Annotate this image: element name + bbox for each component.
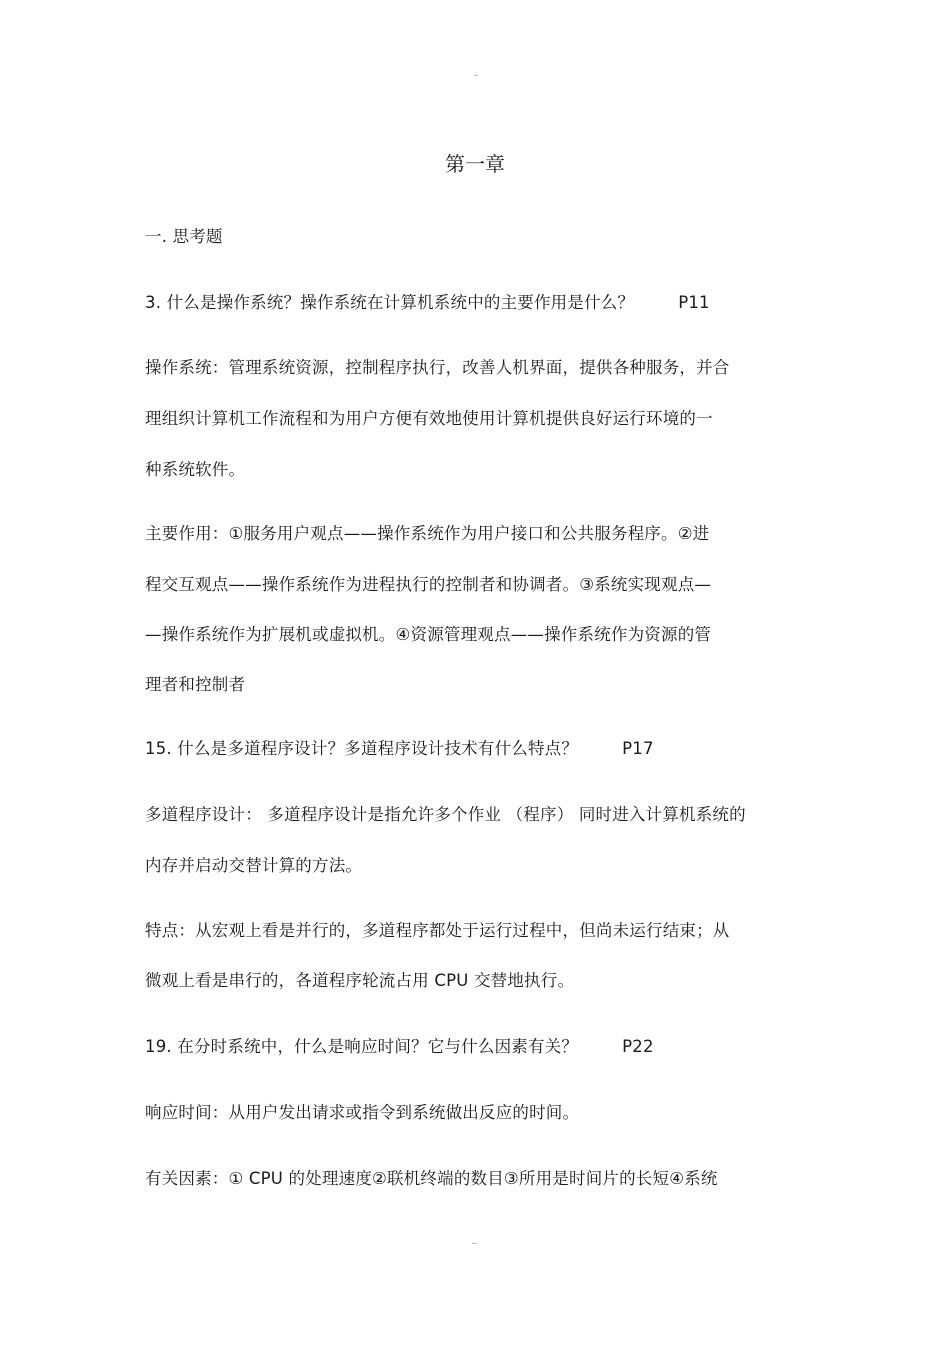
- q3-role-line: 理者和控制者: [145, 675, 246, 694]
- question-19: [145, 1036, 654, 1058]
- q3-definition-line: 理组织计算机工作流程和为用户方便有效地使用计算机提供良好运行环境的一: [145, 409, 713, 428]
- section-heading: 一. 思考题: [145, 227, 223, 246]
- q15-definition-line: 多道程序设计： 多道程序设计是指允许多个作业 （程序） 同时进入计算机系统的: [145, 805, 746, 824]
- question-15: [145, 738, 654, 760]
- q3-definition-line: 操作系统：管理系统资源，控制程序执行，改善人机界面，提供各种服务，并合: [145, 358, 730, 377]
- question-19-text: 19. 在分时系统中，什么是响应时间？它与什么因素有关？: [145, 1037, 579, 1056]
- q19-factor-line: 有关因素：① CPU 的处理速度②联机终端的数目③所用是时间片的长短④系统: [145, 1169, 718, 1188]
- question-3: [145, 292, 710, 314]
- question-19-page-ref: P22: [622, 1037, 654, 1056]
- q3-role-line: —操作系统作为扩展机或虚拟机。④资源管理观点——操作系统作为资源的管: [145, 625, 712, 644]
- page-top-mark: [474, 75, 478, 76]
- q3-role-line: 程交互观点——操作系统作为进程执行的控制者和协调者。③系统实现观点—: [145, 575, 712, 594]
- page-bottom-mark: [472, 1243, 477, 1244]
- q15-feature-line: 特点：从宏观上看是并行的，多道程序都处于运行过程中，但尚未运行结束；从: [145, 921, 730, 940]
- chapter-title: 第一章: [445, 152, 505, 176]
- question-15-page-ref: P17: [622, 739, 654, 758]
- question-15-text: 15. 什么是多道程序设计？多道程序设计技术有什么特点？: [145, 739, 579, 758]
- q3-definition-line: 种系统软件。: [145, 460, 246, 479]
- q3-role-line: 主要作用：①服务用户观点——操作系统作为用户接口和公共服务程序。②进: [145, 524, 710, 543]
- q19-response-line: 响应时间：从用户发出请求或指令到系统做出反应的时间。: [145, 1103, 580, 1122]
- q15-definition-line: 内存并启动交替计算的方法。: [145, 856, 363, 875]
- q15-feature-line: 微观上看是串行的，各道程序轮流占用 CPU 交替地执行。: [145, 971, 575, 990]
- question-3-text: 3. 什么是操作系统？操作系统在计算机系统中的主要作用是什么？: [145, 293, 635, 312]
- question-3-page-ref: P11: [678, 293, 710, 312]
